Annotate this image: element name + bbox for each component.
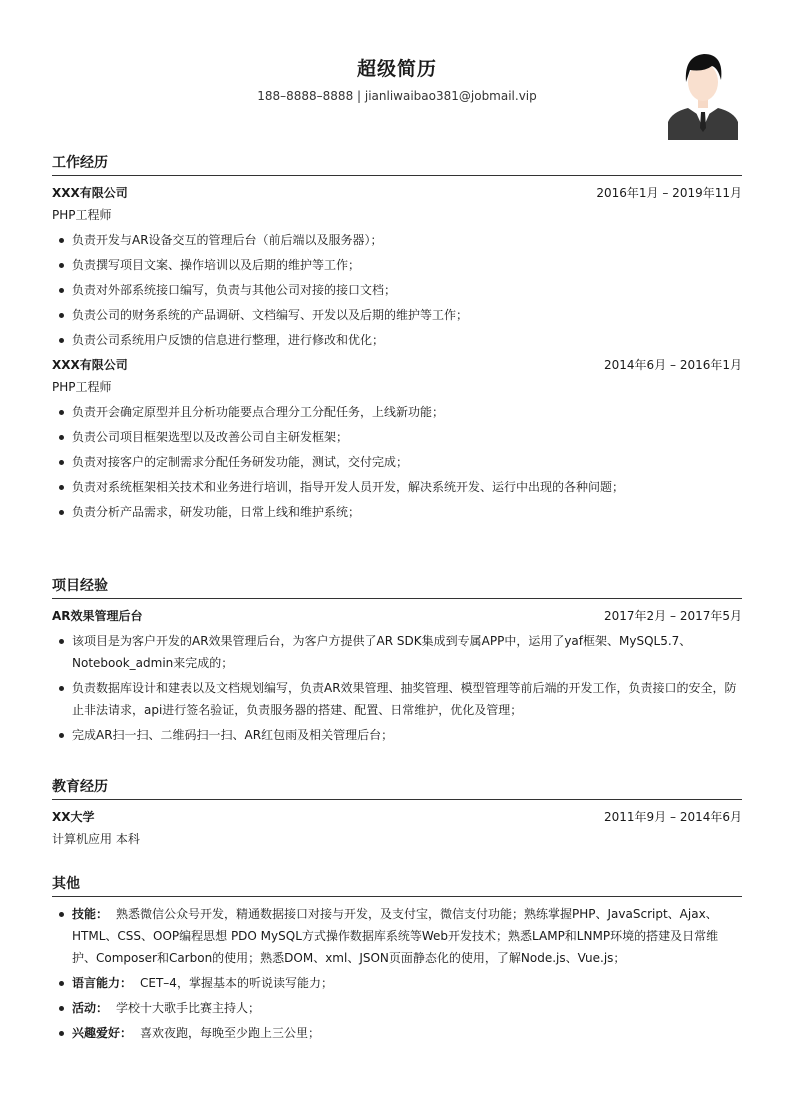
job-role: PHP工程师 [52,380,112,394]
education-period: 2011年9月 – 2014年6月 [604,810,742,824]
job-entry [52,354,742,523]
job-header [52,182,742,204]
item-label: 兴趣爱好： [72,1026,133,1040]
education-header [52,806,742,828]
item-text: CET–4，掌握基本的听说读写能力； [140,976,333,990]
list-item [72,997,742,1019]
list-item: 负责公司的财务系统的产品调研、文档编写、开发以及后期的维护等工作； [72,304,742,326]
other-items [52,903,742,1044]
list-item [72,903,742,969]
project-items [52,630,742,746]
list-item: 负责开会确定原型并且分析功能要点合理分工分配任务，上线新功能； [72,401,742,423]
page-title: 超级简历 [356,58,437,80]
work-heading: 工作经历 [52,151,742,176]
list-item: 负责对接客户的定制需求分配任务研发功能，测试，交付完成； [72,451,742,473]
job-role: PHP工程师 [52,208,112,222]
list-item: 负责开发与AR设备交互的管理后台（前后端以及服务器）； [72,229,742,251]
project-name: AR效果管理后台 [52,609,143,623]
list-item: 负责对系统框架相关技术和业务进行培训，指导开发人员开发，解决系统开发、运行中出现的各种问题； [72,476,742,498]
education-heading: 教育经历 [52,775,742,800]
item-text: 熟悉微信公众号开发，精通数据接口对接与开发，及支付宝，微信支付功能；熟练掌握PHP、JavaScript、Ajax、HTML、CSS、OOP编程思想 PDO MySQL方式操作数据库系统等Web开发技术；熟悉LAMP和LNMP环境的搭建及日常维护、Composer和Carbon的使用；熟悉DOM、xml、JSON页面静态化的使用，了解Node.js、Vue.js； [72,907,719,965]
education-major: 计算机应用 本科 [52,832,140,846]
job-duties [52,229,742,351]
item-text: 喜欢夜跑，每晚至少跑上三公里； [140,1026,321,1040]
job-period: 2014年6月 – 2016年1月 [604,358,742,372]
company-name: XXX有限公司 [52,186,128,200]
list-item [72,972,742,994]
item-label: 活动： [72,1001,109,1015]
contact-line: 188–8888–8888 | jianliwaibao381@jobmail.vip [257,89,537,103]
list-item: 该项目是为客户开发的AR效果管理后台，为客户方提供了AR SDK集成到专属APP中，运用了yaf框架、MySQL5.7、Notebook_admin来完成的； [72,630,742,674]
other-heading: 其他 [52,872,742,897]
school-name: XX大学 [52,810,95,824]
other-section [52,872,742,1047]
project-heading: 项目经验 [52,574,742,599]
list-item: 完成AR扫一扫、二维码扫一扫、AR红包雨及相关管理后台； [72,724,742,746]
item-text: 学校十大歌手比赛主持人； [116,1001,261,1015]
list-item: 负责分析产品需求，研发功能，日常上线和维护系统； [72,501,742,523]
list-item: 负责撰写项目文案、操作培训以及后期的维护等工作； [72,254,742,276]
company-name: XXX有限公司 [52,358,128,372]
item-label: 语言能力： [72,976,133,990]
education-section [52,775,742,850]
work-section [52,151,742,526]
list-item: 负责对外部系统接口编写，负责与其他公司对接的接口文档； [72,279,742,301]
project-section [52,574,742,749]
project-period: 2017年2月 – 2017年5月 [604,609,742,623]
list-item: 负责公司项目框架选型以及改善公司自主研发框架； [72,426,742,448]
job-duties [52,401,742,523]
job-period: 2016年1月 – 2019年11月 [596,186,742,200]
item-label: 技能： [72,907,109,921]
list-item: 负责数据库设计和建表以及文档规划编写，负责AR效果管理、抽奖管理、模型管理等前后端的开发工作，负责接口的安全，防止非法请求，api进行签名验证，负责服务器的搭建、配置、日常维护，优化及管理； [72,677,742,721]
avatar [668,48,738,140]
job-entry [52,182,742,351]
list-item [72,1022,742,1044]
list-item: 负责公司系统用户反馈的信息进行整理，进行修改和优化； [72,329,742,351]
project-header [52,605,742,627]
job-header [52,354,742,376]
